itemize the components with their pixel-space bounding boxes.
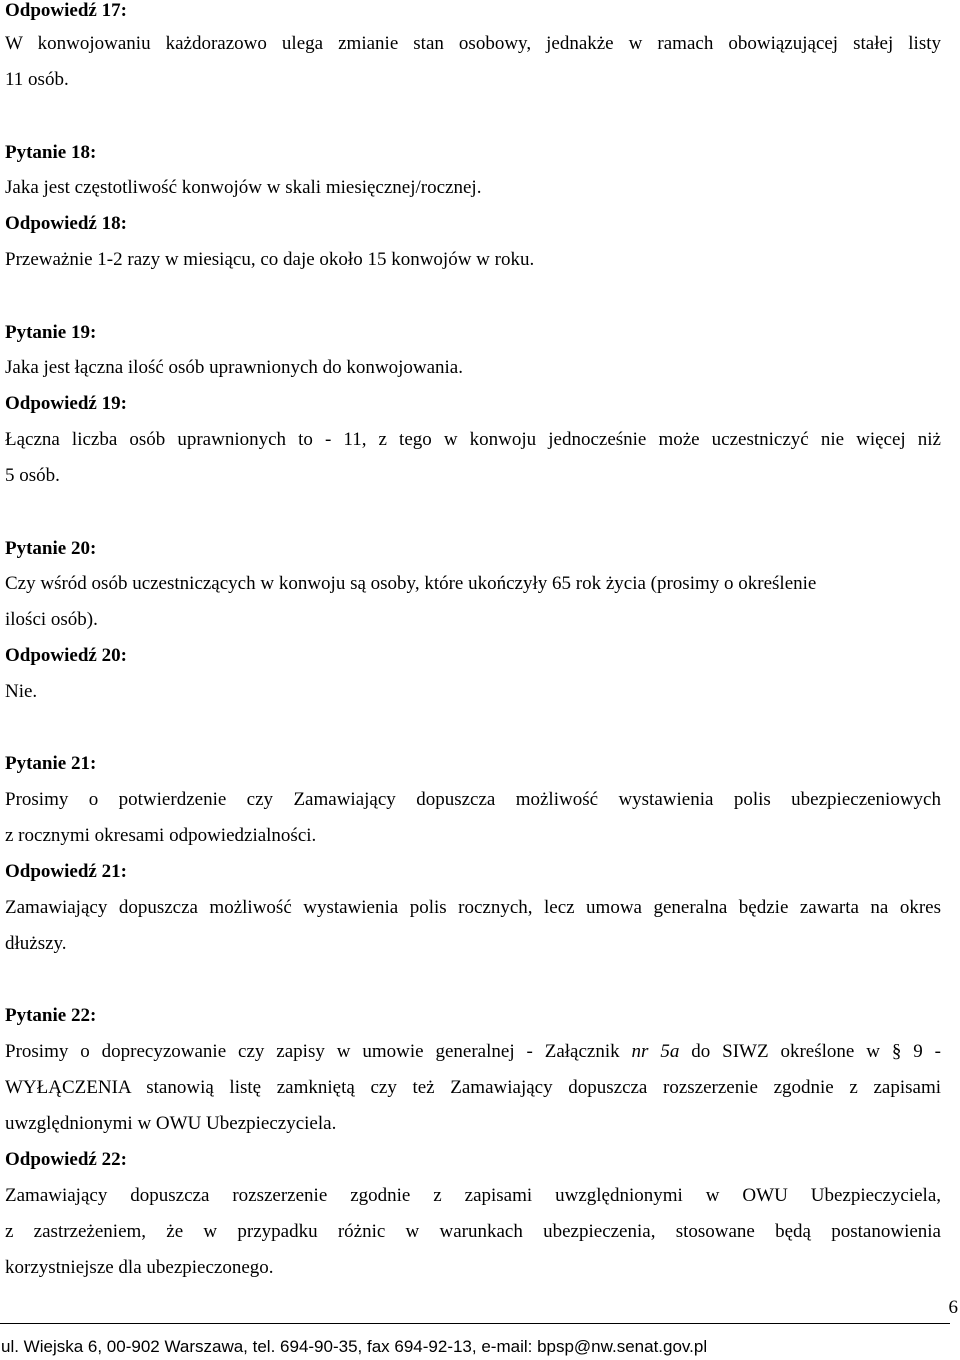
question-22-text-line-3: uwzględnionymi w OWU Ubezpieczyciela. <box>5 1113 337 1134</box>
answer-20-text: Nie. <box>5 681 38 702</box>
question-18-label: Pytanie 18: <box>5 142 97 163</box>
answer-22-label: Odpowiedź 22: <box>5 1149 127 1170</box>
question-21-text-line-2: z rocznymi okresami odpowiedzialności. <box>5 825 317 846</box>
answer-18-label: Odpowiedź 18: <box>5 213 127 234</box>
answer-19-text-line-1: Łączna liczba osób uprawnionych to - 11, z tego w konwoju jednocześnie może uczestniczyć nie więcej niż <box>5 429 941 450</box>
section-sign: § <box>891 1041 902 1062</box>
answer-21-label: Odpowiedź 21: <box>5 861 127 882</box>
question-20-label: Pytanie 20: <box>5 538 97 559</box>
question-22-attachment-ref: nr 5a <box>631 1041 680 1062</box>
footer-contact: ul. Wiejska 6, 00-902 Warszawa, tel. 694-90-35, fax 694-92-13, e-mail: bpsp@nw.senat.gov.pl <box>1 1337 708 1356</box>
question-21-text-line-1: Prosimy o potwierdzenie czy Zamawiający dopuszcza możliwość wystawienia polis ubezpieczeniowych <box>5 789 941 810</box>
footer-divider <box>0 1323 950 1324</box>
question-22-text-part-c: 9 - <box>913 1041 942 1062</box>
answer-22-text-line-1: Zamawiający dopuszcza rozszerzenie zgodnie z zapisami uwzględnionymi w OWU Ubezpieczyciela, <box>5 1185 941 1206</box>
answer-21-text-line-2: dłuższy. <box>5 933 67 954</box>
question-20-text-line-2: ilości osób). <box>5 609 98 630</box>
answer-21-text-line-1: Zamawiający dopuszcza możliwość wystawienia polis rocznych, lecz umowa generalna będzie zawarta na okres <box>5 897 941 918</box>
question-20-text-line-1: Czy wśród osób uczestniczących w konwoju są osoby, które ukończyły 65 rok życia (prosimy o określenie <box>5 573 817 594</box>
answer-19-label: Odpowiedź 19: <box>5 393 127 414</box>
answer-22-text-line-3: korzystniejsze dla ubezpieczonego. <box>5 1257 274 1278</box>
question-19-text: Jaka jest łączna ilość osób uprawnionych do konwojowania. <box>5 357 463 378</box>
question-22-text-part-a: Prosimy o doprecyzowanie czy zapisy w umowie generalnej - Załącznik <box>5 1041 620 1062</box>
question-22-text-line-2: WYŁĄCZENIA stanowią listę zamkniętą czy też Zamawiający dopuszcza rozszerzenie zgodnie z zapisami <box>5 1077 941 1098</box>
answer-18-text: Przeważnie 1-2 razy w miesiącu, co daje około 15 konwojów w roku. <box>5 249 535 270</box>
question-22-text-line-1 <box>5 1041 941 1063</box>
answer-22-text-line-2: z zastrzeżeniem, że w przypadku różnic w warunkach ubezpieczenia, stosowane będą postanowienia <box>5 1221 941 1242</box>
question-22-label: Pytanie 22: <box>5 1005 97 1026</box>
answer-20-label: Odpowiedź 20: <box>5 645 127 666</box>
answer-17-label: Odpowiedź 17: <box>5 0 127 21</box>
answer-19-text-line-2: 5 osób. <box>5 465 60 486</box>
question-19-label: Pytanie 19: <box>5 322 97 343</box>
question-21-label: Pytanie 21: <box>5 753 97 774</box>
answer-17-text-line-2: 11 osób. <box>5 69 69 90</box>
question-22-text-part-b: do SIWZ określone w <box>691 1041 880 1062</box>
question-18-text: Jaka jest częstotliwość konwojów w skali miesięcznej/rocznej. <box>5 177 482 198</box>
answer-17-text-line-1: W konwojowaniu każdorazowo ulega zmianie stan osobowy, jednakże w ramach obowiązującej stałej listy <box>5 33 941 54</box>
page-number: 6 <box>948 1297 958 1318</box>
